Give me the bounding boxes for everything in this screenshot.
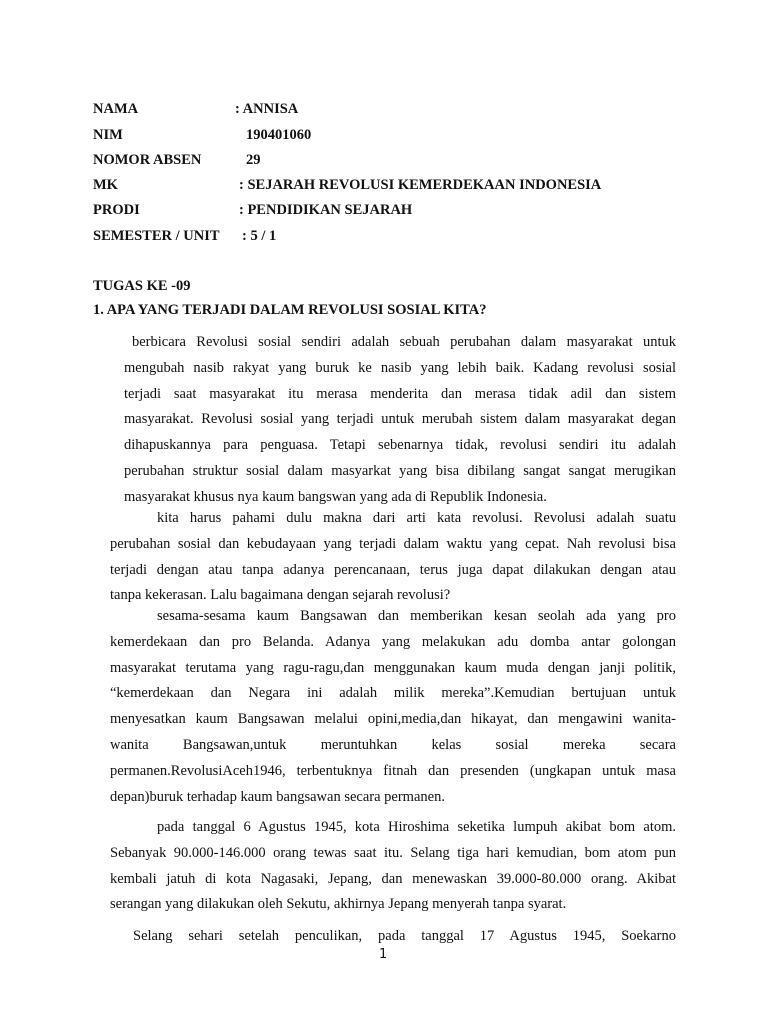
header-nim [93, 126, 312, 144]
paragraph-2 [110, 506, 676, 609]
p2-line: terjadi dengan atau tanpa adanya perencanaan, terus juga dapat dilakukan dengan atau [110, 561, 676, 578]
paragraph-1 [124, 330, 676, 511]
semester-value: : 5 / 1 [242, 228, 277, 244]
header-mk [93, 176, 602, 194]
p1-line: perubahan struktur sosial dalam masyarkat yang bisa dibilang sangat sangat merugikan [124, 462, 676, 479]
mk-label: MK [93, 177, 118, 193]
task-title: TUGAS KE -09 [93, 278, 191, 294]
p1-line: dihapuskannya para penguasa. Tetapi sebenarnya tidak, revolusi sendiri itu adalah [124, 437, 676, 454]
p1-line: berbicara Revolusi sosial sendiri adalah sebuah perubahan dalam masyarakat untuk [132, 334, 676, 350]
p5-line: Selang sehari setelah penculikan, pada tanggal 17 Agustus 1945, Soekarno [133, 928, 676, 944]
p3-line: masyarakat terutama yang ragu-ragu,dan menggunakan kaum muda dengan janji politik, [110, 659, 676, 676]
p3-line: kemerdekaan dan pro Belanda. Adanya yang melakukan adu domba antar golongan [110, 633, 676, 650]
paragraph-5 [110, 924, 676, 950]
page-number: 1 [379, 947, 388, 962]
header-semester [93, 227, 277, 245]
semester-label: SEMESTER / UNIT [93, 228, 220, 244]
header-absen [93, 151, 261, 169]
p1-line: mengubah nasib rakyat yang buruk ke nasib yang lebih baik. Kadang revolusi sosial [124, 359, 676, 376]
p3-line: “kemerdekaan dan Negara ini adalah milik mereka”.Kemudian bertujuan untuk [110, 685, 676, 702]
p2-line: tanpa kekerasan. Lalu bagaimana dengan sejarah revolusi? [110, 587, 451, 604]
nim-value: 190401060 [246, 127, 312, 143]
paragraph-4 [110, 815, 676, 918]
p3-line: wanita Bangsawan,untuk meruntuhkan kelas sosial mereka secara [110, 736, 676, 753]
absen-label: NOMOR ABSEN [93, 152, 202, 168]
p4-line: pada tanggal 6 Agustus 1945, kota Hiroshima seketika lumpuh akibat bom atom. [157, 819, 676, 835]
nama-value: : ANNISA [235, 101, 299, 117]
p4-line: kembali jatuh di kota Nagasaki, Jepang, dan menewaskan 39.000-80.000 orang. Akibat [110, 870, 676, 887]
p3-line: depan)buruk terhadap kaum bangsawan secara permanen. [110, 788, 445, 805]
p3-line: sesama-sesama kaum Bangsawan dan memberikan kesan seolah ada yang pro [157, 608, 676, 624]
prodi-value: : PENDIDIKAN SEJARAH [239, 202, 413, 218]
p1-line: masyarakat. Revolusi sosial yang terjadi untuk merubah sistem dalam masyarakat degan [124, 411, 676, 428]
p4-line: Sebanyak 90.000-146.000 orang tewas saat itu. Selang tiga hari kemudian, bom atom pun [110, 844, 676, 861]
prodi-label: PRODI [93, 202, 140, 218]
header-prodi [93, 201, 413, 219]
mk-value: : SEJARAH REVOLUSI KEMERDEKAAN INDONESIA [239, 177, 602, 193]
p3-line: permanen.RevolusiAceh1946, terbentuknya fitnah dan presenden (ungkapan untuk masa [110, 762, 676, 779]
p2-line: kita harus pahami dulu makna dari arti kata revolusi. Revolusi adalah suatu [157, 510, 676, 526]
paragraph-3 [110, 604, 676, 810]
nama-label: NAMA [93, 101, 139, 117]
nim-label: NIM [93, 127, 123, 143]
absen-value: 29 [246, 152, 261, 168]
p1-line: masyarakat khusus nya kaum bangswan yang ada di Republik Indonesia. [124, 488, 547, 505]
header-nama [93, 100, 299, 118]
p3-line: menyesatkan kaum Bangsawan melalui opini,media,dan hikayat, dan mengawini wanita- [110, 711, 676, 728]
p2-line: perubahan sosial dan kebudayaan yang terjadi dalam waktu yang cepat. Nah revolusi bisa [110, 535, 676, 552]
p4-line: serangan yang dilakukan oleh Sekutu, akhirnya Jepang menyerah tanpa syarat. [110, 896, 567, 913]
p1-line: terjadi saat masyarakat itu merasa menderita dan merasa tidak adil dan sistem [124, 385, 676, 402]
question-heading: 1. APA YANG TERJADI DALAM REVOLUSI SOSIAL KITA? [93, 302, 487, 318]
